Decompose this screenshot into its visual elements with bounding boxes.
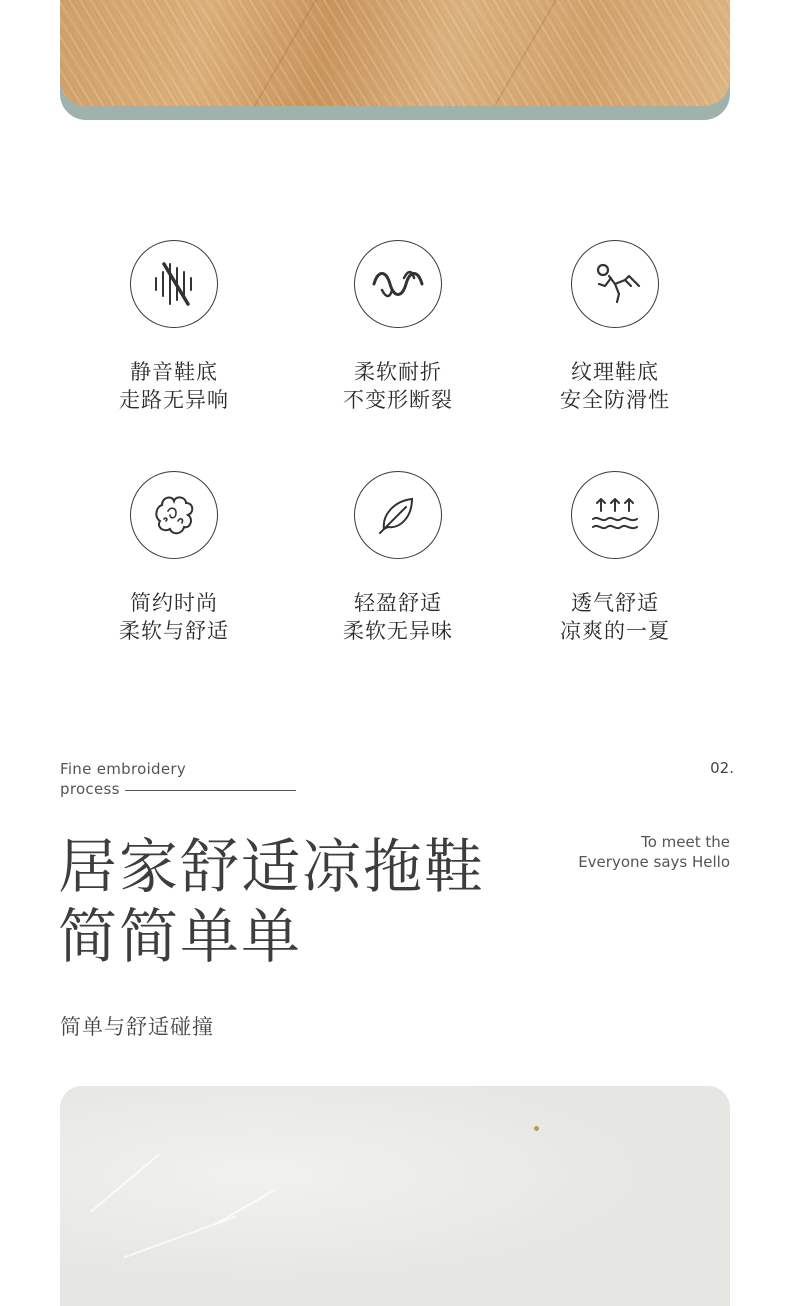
page-title bbox=[58, 832, 485, 972]
bottom-product-photo bbox=[60, 1086, 730, 1306]
top-product-photo bbox=[60, 0, 730, 120]
hello-line2: Everyone says Hello bbox=[578, 853, 730, 871]
feature-subtitle: 凉爽的一夏 bbox=[560, 619, 670, 643]
section-label bbox=[60, 759, 186, 799]
feature-breathable bbox=[515, 471, 715, 645]
wood-floor-image bbox=[60, 0, 730, 106]
feature-light-comfort bbox=[298, 471, 498, 645]
section-label-line1: Fine embroidery bbox=[60, 760, 187, 778]
feature-subtitle: 柔软与舒适 bbox=[119, 619, 229, 643]
breathable-icon bbox=[571, 471, 659, 559]
feature-title: 柔软耐折 bbox=[354, 360, 442, 384]
feature-title: 纹理鞋底 bbox=[571, 360, 659, 384]
feature-anti-slip bbox=[515, 240, 715, 414]
feature-title: 轻盈舒适 bbox=[354, 591, 442, 615]
section-label-line2: process bbox=[60, 780, 120, 798]
wave-flex-icon bbox=[354, 240, 442, 328]
feature-silent-sole bbox=[74, 240, 274, 414]
section-subtitle: 简单与舒适碰撞 bbox=[60, 1015, 214, 1039]
feature-title: 静音鞋底 bbox=[130, 360, 218, 384]
feature-soft-fold bbox=[298, 240, 498, 414]
sound-mute-icon bbox=[130, 240, 218, 328]
feature-subtitle: 不变形断裂 bbox=[343, 388, 453, 412]
feature-title: 透气舒适 bbox=[571, 591, 659, 615]
feature-title: 简约时尚 bbox=[130, 591, 218, 615]
soft-texture-icon bbox=[130, 471, 218, 559]
feature-subtitle: 安全防滑性 bbox=[560, 388, 670, 412]
hello-line1: To meet the bbox=[641, 833, 730, 851]
feature-subtitle: 柔软无异味 bbox=[343, 619, 453, 643]
anti-slip-icon bbox=[571, 240, 659, 328]
title-line1: 居家舒适凉拖鞋 bbox=[58, 832, 486, 901]
page-number: 02. bbox=[710, 759, 734, 777]
title-line2: 简简单单 bbox=[58, 902, 303, 971]
hello-tagline bbox=[578, 832, 730, 872]
label-divider bbox=[125, 790, 296, 791]
feature-subtitle: 走路无异响 bbox=[119, 388, 229, 412]
feather-light-icon bbox=[354, 471, 442, 559]
feature-simple-fashion bbox=[74, 471, 274, 645]
